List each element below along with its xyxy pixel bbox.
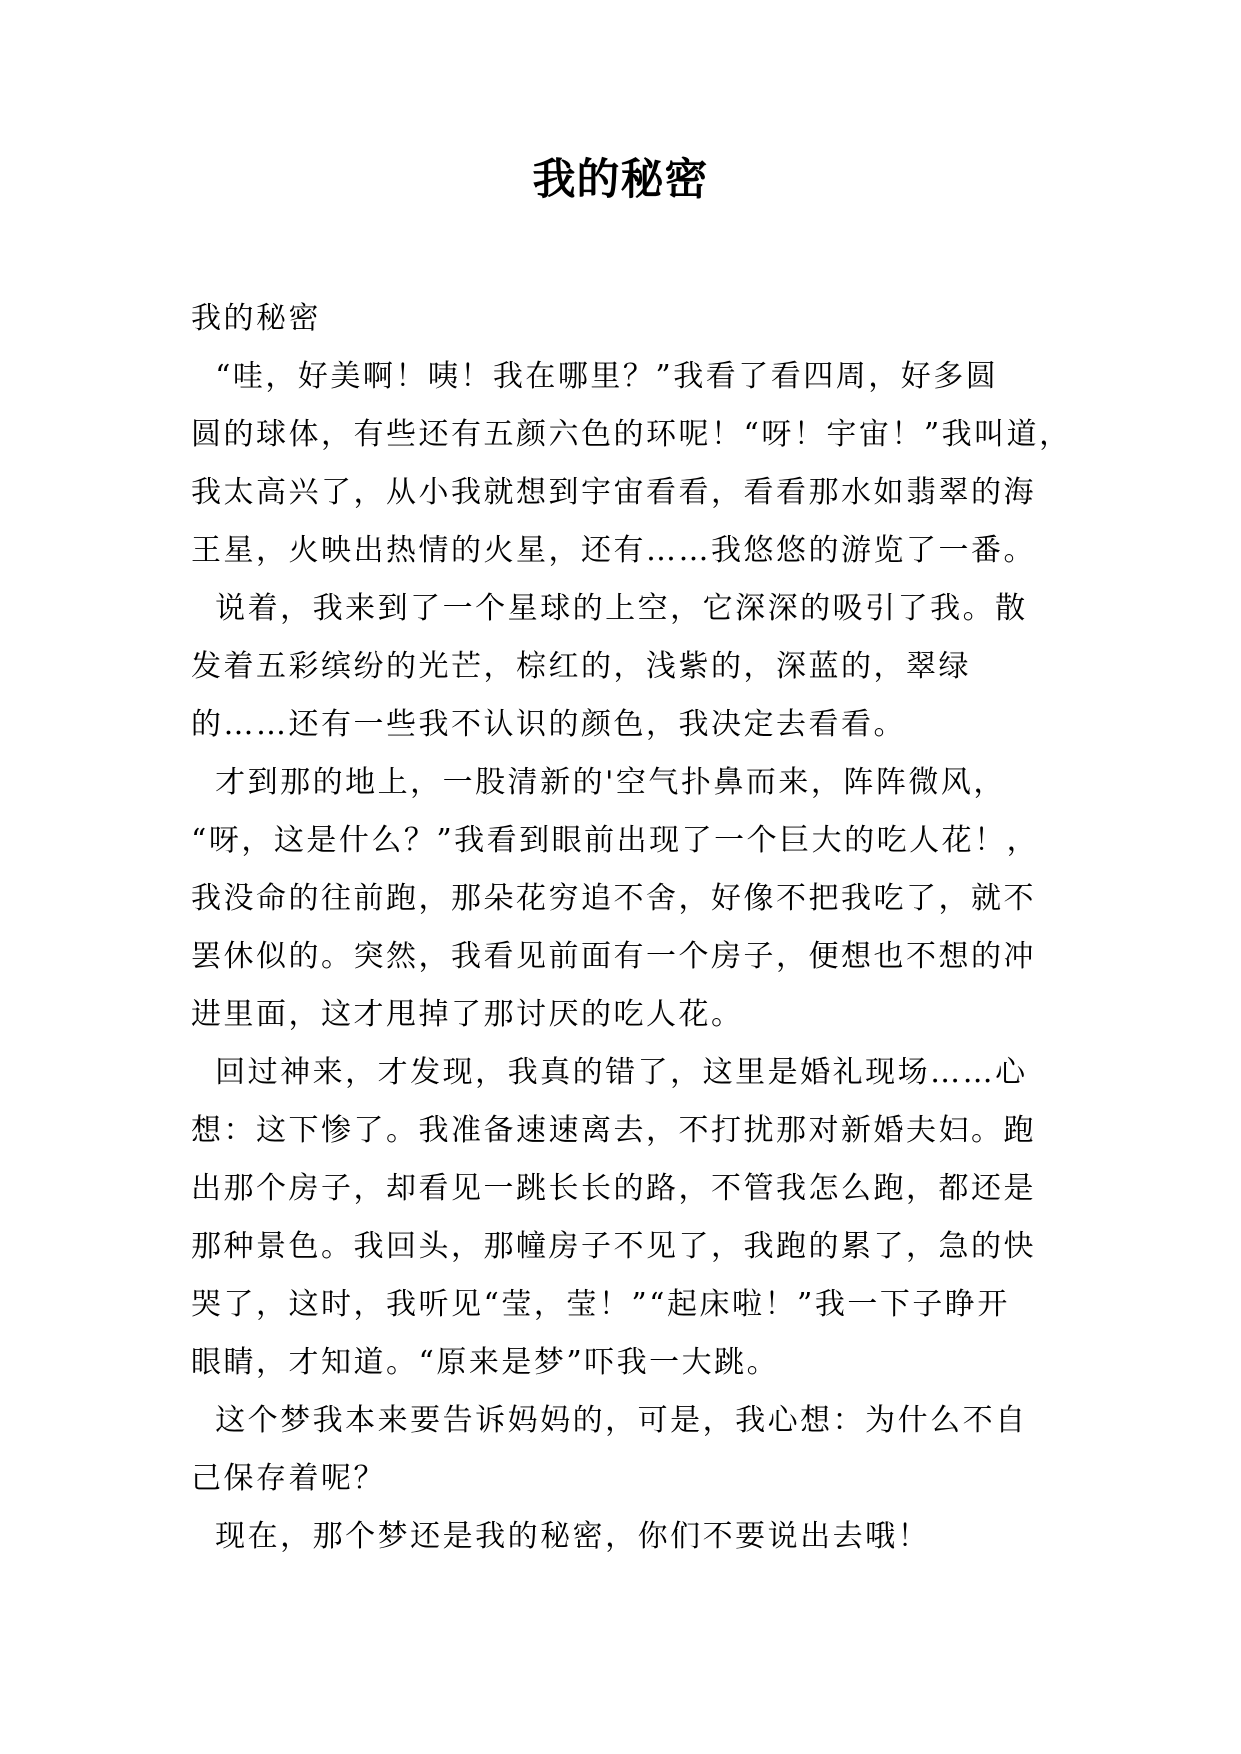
body-line: 罢休似的。突然，我看见前面有一个房子，便想也不想的冲 [191, 939, 1036, 974]
body-line: 说着，我来到了一个星球的上空，它深深的吸引了我。散 [191, 591, 1028, 626]
body-line: 现在，那个梦还是我的秘密，你们不要说出去哦！ [191, 1519, 931, 1554]
body-line: 这个梦我本来要告诉妈妈的，可是，我心想：为什么不自 [191, 1403, 1028, 1438]
body-line: 才到那的地上，一股清新的'空气扑鼻而来，阵阵微风， [191, 765, 1006, 800]
body-line: 想：这下惨了。我准备速速离去，不打扰那对新婚夫妇。跑 [191, 1113, 1036, 1148]
body-line: 眼睛，才知道。“原来是梦”吓我一大跳。 [191, 1345, 780, 1380]
body-line: “哇，好美啊！咦！我在哪里？”我看了看四周，好多圆 [191, 359, 999, 394]
body-line: 发着五彩缤纷的光芒，棕红的，浅紫的，深蓝的，翠绿 [191, 649, 971, 684]
body-line: 进里面，这才甩掉了那讨厌的吃人花。 [191, 997, 744, 1032]
document-title: 我的秘密 [532, 155, 709, 205]
body-line: 我太高兴了，从小我就想到宇宙看看，看看那水如翡翠的海 [191, 475, 1036, 510]
body-line: 的……还有一些我不认识的颜色，我决定去看看。 [191, 707, 906, 742]
body-line: “呀，这是什么？”我看到眼前出现了一个巨大的吃人花！， [191, 823, 1040, 858]
body-line: 出那个房子，却看见一跳长长的路，不管我怎么跑，都还是 [191, 1171, 1036, 1206]
body-line: 圆的球体，有些还有五颜六色的环呢！“呀！宇宙！”我叫道， [191, 417, 1072, 452]
document-body [191, 290, 1091, 1566]
body-line: 回过神来，才发现，我真的错了，这里是婚礼现场……心 [191, 1055, 1028, 1090]
body-line: 我没命的往前跑，那朵花穷追不舍，好像不把我吃了，就不 [191, 881, 1036, 916]
body-line: 哭了，这时，我听见“莹，莹！”“起床啦！”我一下子睁开 [191, 1287, 1010, 1322]
body-line: 我的秘密 [191, 301, 321, 336]
body-line: 己保存着呢？ [191, 1461, 386, 1496]
body-line: 王星，火映出热情的火星，还有……我悠悠的游览了一番。 [191, 533, 1036, 568]
body-line: 那种景色。我回头，那幢房子不见了，我跑的累了，急的快 [191, 1229, 1036, 1264]
